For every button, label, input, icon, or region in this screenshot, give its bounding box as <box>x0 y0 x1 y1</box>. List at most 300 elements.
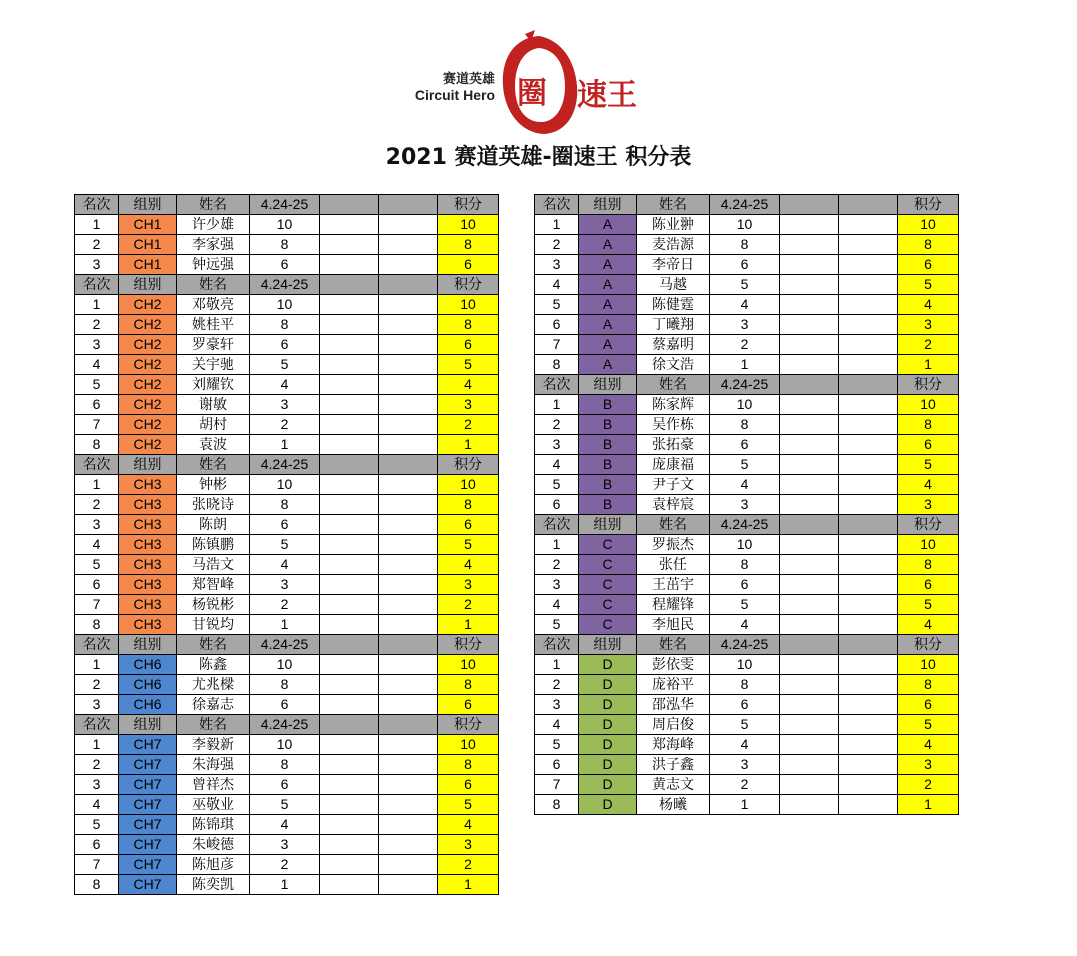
table-row <box>75 755 499 775</box>
blank-cell <box>780 335 839 355</box>
rank-cell: 8 <box>75 615 119 635</box>
blank-cell <box>320 795 379 815</box>
name-cell: 程耀锋 <box>637 595 710 615</box>
score-cell: 8 <box>710 415 780 435</box>
score-cell: 1 <box>710 795 780 815</box>
table-row <box>535 435 959 455</box>
header-row <box>75 195 499 215</box>
group-cell: A <box>579 235 637 255</box>
blank-cell <box>780 755 839 775</box>
rank-cell: 6 <box>535 755 579 775</box>
table-row <box>535 235 959 255</box>
table-row <box>75 555 499 575</box>
points-cell: 4 <box>438 815 499 835</box>
name-cell: 黄志文 <box>637 775 710 795</box>
score-cell: 10 <box>710 655 780 675</box>
name-cell: 李帝日 <box>637 255 710 275</box>
table-row <box>535 295 959 315</box>
name-cell: 邓敬亮 <box>177 295 250 315</box>
group-cell: CH1 <box>119 235 177 255</box>
score-cell: 4 <box>250 815 320 835</box>
blank-cell <box>320 855 379 875</box>
blank-cell <box>379 315 438 335</box>
name-cell: 麦浩源 <box>637 235 710 255</box>
group-cell: CH3 <box>119 535 177 555</box>
group-cell: CH7 <box>119 815 177 835</box>
blank-cell <box>320 295 379 315</box>
points-cell: 10 <box>438 475 499 495</box>
group-cell: CH7 <box>119 735 177 755</box>
group-cell: CH2 <box>119 435 177 455</box>
group-cell: CH3 <box>119 615 177 635</box>
score-cell: 5 <box>710 595 780 615</box>
points-cell: 1 <box>438 615 499 635</box>
points-cell: 10 <box>898 215 959 235</box>
group-cell: CH1 <box>119 255 177 275</box>
blank-cell <box>839 735 898 755</box>
blank-cell <box>839 655 898 675</box>
group-cell: CH6 <box>119 675 177 695</box>
blank-cell <box>780 595 839 615</box>
header-rank: 名次 <box>535 195 579 215</box>
header-points: 积分 <box>438 715 499 735</box>
score-cell: 8 <box>250 495 320 515</box>
score-cell: 3 <box>710 495 780 515</box>
rank-cell: 8 <box>75 875 119 895</box>
table-row <box>75 835 499 855</box>
score-cell: 1 <box>250 435 320 455</box>
blank-cell <box>839 555 898 575</box>
table-row <box>75 495 499 515</box>
blank-cell <box>379 475 438 495</box>
table-row <box>75 735 499 755</box>
score-cell: 6 <box>250 515 320 535</box>
right-table-body <box>535 195 959 815</box>
blank-cell <box>320 395 379 415</box>
header-name: 姓名 <box>637 635 710 655</box>
name-cell: 甘锐均 <box>177 615 250 635</box>
rank-cell: 4 <box>75 355 119 375</box>
blank-cell <box>320 375 379 395</box>
blank-cell <box>379 755 438 775</box>
table-row <box>75 475 499 495</box>
points-cell: 6 <box>438 335 499 355</box>
rank-cell: 3 <box>75 335 119 355</box>
score-cell: 4 <box>250 375 320 395</box>
header-row <box>535 515 959 535</box>
group-cell: CH7 <box>119 775 177 795</box>
logo-seal-char: 圈 <box>517 76 547 111</box>
name-cell: 陈镇鹏 <box>177 535 250 555</box>
rank-cell: 1 <box>535 535 579 555</box>
group-cell: CH2 <box>119 375 177 395</box>
rank-cell: 5 <box>535 615 579 635</box>
header-points: 积分 <box>438 195 499 215</box>
table-row <box>75 615 499 635</box>
points-cell: 5 <box>898 455 959 475</box>
rank-cell: 2 <box>75 755 119 775</box>
name-cell: 钟远强 <box>177 255 250 275</box>
points-cell: 5 <box>898 715 959 735</box>
rank-cell: 5 <box>535 295 579 315</box>
group-cell: A <box>579 315 637 335</box>
blank-cell <box>839 255 898 275</box>
points-cell: 10 <box>438 735 499 755</box>
group-cell: C <box>579 555 637 575</box>
blank-cell <box>780 275 839 295</box>
points-cell: 3 <box>898 495 959 515</box>
table-row <box>75 855 499 875</box>
group-cell: CH7 <box>119 795 177 815</box>
group-cell: CH3 <box>119 515 177 535</box>
rank-cell: 1 <box>535 215 579 235</box>
right-score-table <box>534 194 959 815</box>
score-cell: 2 <box>250 415 320 435</box>
header-points: 积分 <box>898 635 959 655</box>
group-cell: CH3 <box>119 575 177 595</box>
name-cell: 罗振杰 <box>637 535 710 555</box>
header-date: 4.24-25 <box>710 195 780 215</box>
blank-cell <box>780 675 839 695</box>
points-cell: 5 <box>438 355 499 375</box>
table-row <box>75 655 499 675</box>
points-cell: 2 <box>438 415 499 435</box>
table-row <box>535 455 959 475</box>
name-cell: 姚桂平 <box>177 315 250 335</box>
blank-cell <box>839 235 898 255</box>
blank-cell <box>320 755 379 775</box>
header-blank-2 <box>839 195 898 215</box>
rank-cell: 7 <box>75 415 119 435</box>
table-row <box>535 275 959 295</box>
points-cell: 8 <box>898 555 959 575</box>
table-row <box>535 615 959 635</box>
header-points: 积分 <box>438 635 499 655</box>
score-cell: 6 <box>710 695 780 715</box>
points-cell: 4 <box>438 555 499 575</box>
blank-cell <box>320 415 379 435</box>
blank-cell <box>379 815 438 835</box>
blank-cell <box>320 735 379 755</box>
name-cell: 庞裕平 <box>637 675 710 695</box>
header-blank-1 <box>320 275 379 295</box>
group-cell: C <box>579 595 637 615</box>
group-cell: CH3 <box>119 475 177 495</box>
points-cell: 10 <box>438 655 499 675</box>
blank-cell <box>379 215 438 235</box>
blank-cell <box>780 215 839 235</box>
logo-tail-text: 速王 <box>577 78 637 113</box>
header-blank-1 <box>320 635 379 655</box>
score-cell: 4 <box>710 735 780 755</box>
group-cell: C <box>579 535 637 555</box>
blank-cell <box>839 535 898 555</box>
rank-cell: 3 <box>75 255 119 275</box>
name-cell: 蔡嘉明 <box>637 335 710 355</box>
blank-cell <box>780 735 839 755</box>
group-cell: A <box>579 355 637 375</box>
rank-cell: 8 <box>75 435 119 455</box>
points-cell: 6 <box>438 695 499 715</box>
rank-cell: 8 <box>535 355 579 375</box>
blank-cell <box>320 695 379 715</box>
name-cell: 袁波 <box>177 435 250 455</box>
rank-cell: 2 <box>535 415 579 435</box>
score-cell: 8 <box>250 315 320 335</box>
blank-cell <box>379 375 438 395</box>
header-name: 姓名 <box>637 515 710 535</box>
blank-cell <box>839 275 898 295</box>
name-cell: 陈锦琪 <box>177 815 250 835</box>
name-cell: 邵泓华 <box>637 695 710 715</box>
blank-cell <box>839 475 898 495</box>
score-cell: 4 <box>250 555 320 575</box>
header-points: 积分 <box>438 455 499 475</box>
name-cell: 周启俊 <box>637 715 710 735</box>
blank-cell <box>379 795 438 815</box>
points-cell: 8 <box>438 235 499 255</box>
header-blank-2 <box>839 635 898 655</box>
name-cell: 罗豪轩 <box>177 335 250 355</box>
rank-cell: 3 <box>535 435 579 455</box>
blank-cell <box>320 535 379 555</box>
table-row <box>535 355 959 375</box>
header-rank: 名次 <box>535 635 579 655</box>
table-row <box>535 775 959 795</box>
blank-cell <box>839 315 898 335</box>
blank-cell <box>379 615 438 635</box>
rank-cell: 6 <box>535 495 579 515</box>
score-cell: 5 <box>710 455 780 475</box>
header-rank: 名次 <box>75 275 119 295</box>
rank-cell: 5 <box>75 555 119 575</box>
score-cell: 1 <box>250 615 320 635</box>
group-cell: CH3 <box>119 555 177 575</box>
score-cell: 6 <box>710 575 780 595</box>
table-row <box>75 395 499 415</box>
blank-cell <box>839 595 898 615</box>
blank-cell <box>320 555 379 575</box>
header-rank: 名次 <box>535 375 579 395</box>
score-cell: 3 <box>710 315 780 335</box>
header-points: 积分 <box>438 275 499 295</box>
table-row <box>75 875 499 895</box>
table-row <box>75 375 499 395</box>
header-blank-2 <box>379 455 438 475</box>
points-cell: 3 <box>898 755 959 775</box>
group-cell: CH7 <box>119 875 177 895</box>
blank-cell <box>320 575 379 595</box>
name-cell: 丁曦翔 <box>637 315 710 335</box>
group-cell: C <box>579 575 637 595</box>
group-cell: B <box>579 495 637 515</box>
group-cell: CH7 <box>119 835 177 855</box>
points-cell: 8 <box>898 235 959 255</box>
points-cell: 1 <box>898 795 959 815</box>
table-row <box>75 355 499 375</box>
rank-cell: 7 <box>535 335 579 355</box>
blank-cell <box>379 235 438 255</box>
blank-cell <box>839 495 898 515</box>
header-row <box>75 715 499 735</box>
name-cell: 曾祥杰 <box>177 775 250 795</box>
blank-cell <box>379 875 438 895</box>
blank-cell <box>780 695 839 715</box>
table-row <box>75 815 499 835</box>
header-row <box>75 275 499 295</box>
rank-cell: 6 <box>75 395 119 415</box>
group-cell: A <box>579 215 637 235</box>
points-cell: 6 <box>898 695 959 715</box>
logo-brand-text <box>395 68 495 103</box>
group-cell: C <box>579 615 637 635</box>
rank-cell: 4 <box>75 795 119 815</box>
blank-cell <box>839 615 898 635</box>
blank-cell <box>379 255 438 275</box>
table-row <box>535 595 959 615</box>
header-rank: 名次 <box>75 715 119 735</box>
points-cell: 8 <box>438 495 499 515</box>
score-cell: 10 <box>250 735 320 755</box>
blank-cell <box>780 355 839 375</box>
left-table-body <box>75 195 499 895</box>
points-cell: 6 <box>898 575 959 595</box>
blank-cell <box>379 735 438 755</box>
blank-cell <box>839 795 898 815</box>
header-date: 4.24-25 <box>250 195 320 215</box>
name-cell: 关宇驰 <box>177 355 250 375</box>
points-cell: 6 <box>898 255 959 275</box>
rank-cell: 3 <box>535 255 579 275</box>
score-cell: 4 <box>710 615 780 635</box>
name-cell: 马越 <box>637 275 710 295</box>
blank-cell <box>379 535 438 555</box>
blank-cell <box>839 755 898 775</box>
points-cell: 4 <box>898 295 959 315</box>
table-row <box>535 535 959 555</box>
rank-cell: 1 <box>535 655 579 675</box>
header-blank-1 <box>780 375 839 395</box>
group-cell: D <box>579 755 637 775</box>
score-cell: 8 <box>710 555 780 575</box>
header-blank-2 <box>379 715 438 735</box>
blank-cell <box>839 695 898 715</box>
rank-cell: 4 <box>535 275 579 295</box>
group-cell: A <box>579 255 637 275</box>
points-cell: 4 <box>898 615 959 635</box>
score-cell: 5 <box>250 535 320 555</box>
score-cell: 8 <box>250 235 320 255</box>
name-cell: 马浩文 <box>177 555 250 575</box>
name-cell: 张任 <box>637 555 710 575</box>
score-cell: 1 <box>250 875 320 895</box>
group-cell: B <box>579 455 637 475</box>
header-group: 组别 <box>119 275 177 295</box>
table-row <box>75 235 499 255</box>
score-cell: 6 <box>250 775 320 795</box>
score-cell: 5 <box>710 275 780 295</box>
score-cell: 3 <box>710 755 780 775</box>
table-row <box>535 795 959 815</box>
header-group: 组别 <box>119 195 177 215</box>
table-row <box>75 595 499 615</box>
blank-cell <box>780 495 839 515</box>
header-date: 4.24-25 <box>250 715 320 735</box>
blank-cell <box>379 655 438 675</box>
table-row <box>535 675 959 695</box>
blank-cell <box>320 775 379 795</box>
points-cell: 6 <box>438 775 499 795</box>
name-cell: 陈健霆 <box>637 295 710 315</box>
header-blank-2 <box>839 375 898 395</box>
table-row <box>75 435 499 455</box>
blank-cell <box>839 415 898 435</box>
score-cell: 4 <box>710 475 780 495</box>
rank-cell: 2 <box>535 555 579 575</box>
blank-cell <box>320 215 379 235</box>
rank-cell: 3 <box>535 695 579 715</box>
header-blank-1 <box>780 195 839 215</box>
blank-cell <box>780 455 839 475</box>
header-name: 姓名 <box>177 275 250 295</box>
blank-cell <box>320 655 379 675</box>
score-cell: 10 <box>710 535 780 555</box>
points-cell: 4 <box>898 735 959 755</box>
blank-cell <box>839 215 898 235</box>
blank-cell <box>379 355 438 375</box>
points-cell: 10 <box>898 395 959 415</box>
group-cell: B <box>579 415 637 435</box>
rank-cell: 4 <box>535 595 579 615</box>
name-cell: 彭依雯 <box>637 655 710 675</box>
points-cell: 6 <box>438 255 499 275</box>
score-cell: 10 <box>710 395 780 415</box>
rank-cell: 1 <box>535 395 579 415</box>
name-cell: 巫敬业 <box>177 795 250 815</box>
blank-cell <box>320 235 379 255</box>
blank-cell <box>780 715 839 735</box>
group-cell: A <box>579 335 637 355</box>
header-group: 组别 <box>579 515 637 535</box>
name-cell: 张拓豪 <box>637 435 710 455</box>
score-cell: 8 <box>710 235 780 255</box>
header-blank-1 <box>780 515 839 535</box>
table-row <box>535 695 959 715</box>
rank-cell: 3 <box>535 575 579 595</box>
group-cell: D <box>579 675 637 695</box>
points-cell: 5 <box>898 595 959 615</box>
table-row <box>535 475 959 495</box>
table-row <box>75 775 499 795</box>
score-cell: 3 <box>250 835 320 855</box>
table-row <box>535 755 959 775</box>
header-name: 姓名 <box>177 635 250 655</box>
group-cell: D <box>579 715 637 735</box>
blank-cell <box>320 475 379 495</box>
name-cell: 尹子文 <box>637 475 710 495</box>
points-cell: 8 <box>898 415 959 435</box>
points-cell: 3 <box>438 575 499 595</box>
group-cell: CH2 <box>119 335 177 355</box>
points-cell: 6 <box>438 515 499 535</box>
rank-cell: 1 <box>75 295 119 315</box>
blank-cell <box>320 435 379 455</box>
header-date: 4.24-25 <box>710 515 780 535</box>
name-cell: 胡村 <box>177 415 250 435</box>
blank-cell <box>320 595 379 615</box>
logo-brand-en: Circuit Hero <box>414 87 495 103</box>
header-group: 组别 <box>579 635 637 655</box>
